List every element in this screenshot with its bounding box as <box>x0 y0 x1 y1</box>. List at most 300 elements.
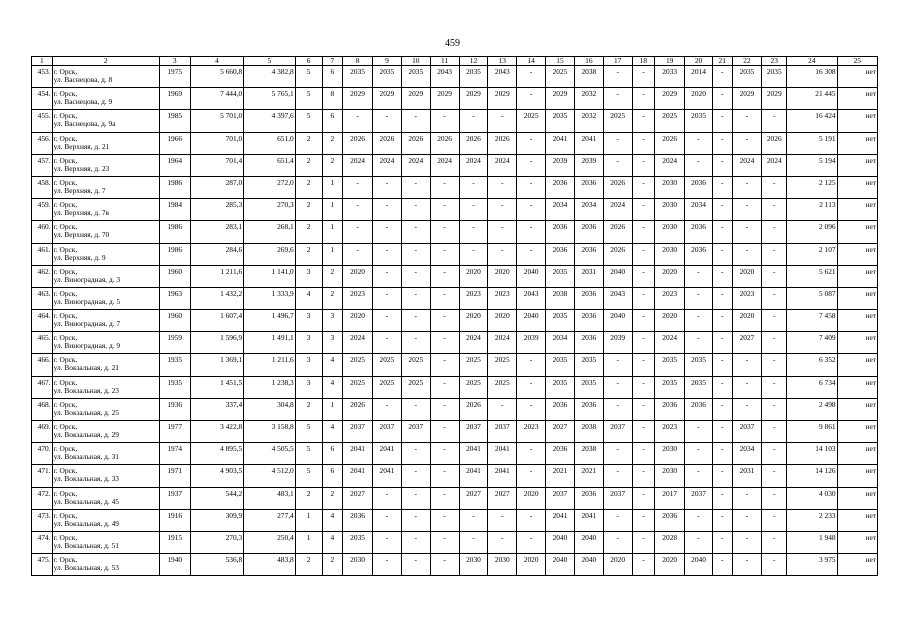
cell-col-24: 16 308 <box>787 66 837 88</box>
cell-col-4: 270,3 <box>190 531 244 553</box>
cell-col-10: - <box>401 243 430 265</box>
table-row <box>32 443 878 465</box>
table-row <box>32 110 878 132</box>
cell-col-16: 2036 <box>574 310 603 332</box>
cell-col-23: - <box>762 531 787 553</box>
cell-col-21: - <box>712 332 732 354</box>
cell-col-10: 2037 <box>401 421 430 443</box>
cell-col-8: 2041 <box>343 443 373 465</box>
column-header-11: 11 <box>430 57 459 66</box>
address-cell <box>52 199 159 221</box>
cell-col-9: 2025 <box>373 376 402 398</box>
cell-col-5: 1 211,6 <box>244 354 296 376</box>
cell-col-17: 2020 <box>603 554 632 576</box>
address-city: г. Орск, <box>53 133 78 143</box>
cell-col-11: - <box>430 376 459 398</box>
cell-col-5: 272,0 <box>244 176 296 198</box>
cell-col-7: 6 <box>322 465 343 487</box>
cell-col-16: 2041 <box>574 132 603 154</box>
cell-col-13: 2041 <box>488 465 517 487</box>
cell-col-16: 2036 <box>574 176 603 198</box>
cell-col-18: - <box>632 199 655 221</box>
cell-col-8: - <box>343 176 373 198</box>
cell-col-22: - <box>732 110 762 132</box>
cell-col-9: 2025 <box>373 354 402 376</box>
cell-col-18: - <box>632 421 655 443</box>
cell-col-20: 2036 <box>685 221 713 243</box>
cell-col-24: 14 126 <box>787 465 837 487</box>
cell-col-17: - <box>603 531 632 553</box>
table-row <box>32 310 878 332</box>
cell-col-8: 2025 <box>343 354 373 376</box>
cell-col-21: - <box>712 376 732 398</box>
cell-col-13: 2030 <box>488 554 517 576</box>
cell-col-22: - <box>732 132 762 154</box>
cell-col-14: 2040 <box>517 310 546 332</box>
cell-col-12: 2029 <box>459 88 488 110</box>
column-header-19: 19 <box>655 57 685 66</box>
cell-col-8: 2035 <box>343 531 373 553</box>
cell-col-7: 4 <box>322 354 343 376</box>
cell-col-19: 2030 <box>655 199 685 221</box>
cell-col-3: 1937 <box>159 487 190 509</box>
cell-col-13: - <box>488 221 517 243</box>
cell-col-6: 2 <box>295 554 322 576</box>
cell-col-17: - <box>603 154 632 176</box>
cell-col-6: 1 <box>295 509 322 531</box>
column-header-10: 10 <box>401 57 430 66</box>
cell-col-21: - <box>712 398 732 420</box>
cell-col-25: нет <box>837 487 877 509</box>
cell-col-4: 1 369,1 <box>190 354 244 376</box>
column-header-17: 17 <box>603 57 632 66</box>
column-header-22: 22 <box>732 57 762 66</box>
cell-col-7: 4 <box>322 376 343 398</box>
address-street: ул. Верхняя, д. 70 <box>53 230 110 240</box>
cell-col-21: - <box>712 199 732 221</box>
cell-col-19: 2030 <box>655 465 685 487</box>
cell-col-13: 2041 <box>488 443 517 465</box>
cell-col-24: 4 030 <box>787 487 837 509</box>
cell-col-7: 4 <box>322 531 343 553</box>
cell-col-14: - <box>517 88 546 110</box>
cell-col-12: - <box>459 509 488 531</box>
cell-col-4: 544,2 <box>190 487 244 509</box>
cell-col-23: 2029 <box>762 88 787 110</box>
cell-col-19: 2028 <box>655 531 685 553</box>
cell-col-23: - <box>762 398 787 420</box>
cell-col-14: - <box>517 132 546 154</box>
cell-col-23: 2024 <box>762 154 787 176</box>
cell-col-10: 2025 <box>401 376 430 398</box>
address-street: ул. Виноградная, д. 3 <box>53 274 121 284</box>
cell-col-15: 2036 <box>546 398 575 420</box>
cell-col-24: 16 424 <box>787 110 837 132</box>
column-header-8: 8 <box>343 57 373 66</box>
cell-col-10: - <box>401 110 430 132</box>
address-city: г. Орск, <box>53 67 78 76</box>
cell-col-7: 6 <box>322 66 343 88</box>
cell-col-23: - <box>762 509 787 531</box>
row-number: 462. <box>32 265 53 287</box>
address-city: г. Орск, <box>53 200 78 210</box>
cell-col-15: 2021 <box>546 465 575 487</box>
cell-col-14: - <box>517 531 546 553</box>
cell-col-14: 2020 <box>517 487 546 509</box>
cell-col-20: 2036 <box>685 176 713 198</box>
cell-col-18: - <box>632 465 655 487</box>
cell-col-4: 1 596,9 <box>190 332 244 354</box>
cell-col-9: - <box>373 287 402 309</box>
cell-col-21: - <box>712 421 732 443</box>
address-city: г. Орск, <box>53 555 78 565</box>
table-row <box>32 421 878 443</box>
table-row <box>32 376 878 398</box>
cell-col-7: 2 <box>322 132 343 154</box>
cell-col-18: - <box>632 354 655 376</box>
cell-col-9: - <box>373 110 402 132</box>
cell-col-21: - <box>712 243 732 265</box>
table-row <box>32 287 878 309</box>
cell-col-3: 1969 <box>159 88 190 110</box>
cell-col-10: 2029 <box>401 88 430 110</box>
cell-col-4: 1 432,2 <box>190 287 244 309</box>
cell-col-19: 2030 <box>655 243 685 265</box>
cell-col-10: - <box>401 554 430 576</box>
cell-col-11: - <box>430 243 459 265</box>
cell-col-22: 2037 <box>732 421 762 443</box>
table-row <box>32 554 878 576</box>
cell-col-10: - <box>401 443 430 465</box>
table-row <box>32 531 878 553</box>
table-row <box>32 154 878 176</box>
address-city: г. Орск, <box>53 399 78 409</box>
cell-col-13: 2043 <box>488 66 517 88</box>
address-street: ул. Вокзальная, д. 51 <box>53 540 119 550</box>
cell-col-11: - <box>430 554 459 576</box>
cell-col-16: 2034 <box>574 199 603 221</box>
row-number: 457. <box>32 154 53 176</box>
cell-col-17: 2026 <box>603 243 632 265</box>
address-street: ул. Виноградная, д. 5 <box>53 296 121 306</box>
cell-col-13: - <box>488 398 517 420</box>
cell-col-18: - <box>632 176 655 198</box>
cell-col-18: - <box>632 487 655 509</box>
row-number: 472. <box>32 487 53 509</box>
cell-col-18: - <box>632 221 655 243</box>
cell-col-21: - <box>712 132 732 154</box>
cell-col-19: 2035 <box>655 376 685 398</box>
cell-col-24: 6 734 <box>787 376 837 398</box>
cell-col-6: 3 <box>295 376 322 398</box>
cell-col-8: - <box>343 110 373 132</box>
address-street: ул. Верхняя, д. 7 <box>53 185 106 195</box>
cell-col-22: - <box>732 354 762 376</box>
cell-col-11: 2043 <box>430 66 459 88</box>
cell-col-20: - <box>685 287 713 309</box>
cell-col-13: 2024 <box>488 154 517 176</box>
cell-col-13: - <box>488 531 517 553</box>
cell-col-10: - <box>401 509 430 531</box>
cell-col-12: 2041 <box>459 443 488 465</box>
cell-col-6: 5 <box>295 443 322 465</box>
address-city: г. Орск, <box>53 177 78 187</box>
cell-col-23: - <box>762 265 787 287</box>
cell-col-7: 2 <box>322 487 343 509</box>
cell-col-25: нет <box>837 66 877 88</box>
row-number: 463. <box>32 287 53 309</box>
address-cell <box>52 265 159 287</box>
cell-col-6: 3 <box>295 310 322 332</box>
cell-col-7: 2 <box>322 265 343 287</box>
cell-col-16: 2036 <box>574 332 603 354</box>
address-cell <box>52 332 159 354</box>
cell-col-18: - <box>632 509 655 531</box>
cell-col-4: 285,3 <box>190 199 244 221</box>
cell-col-19: 2025 <box>655 110 685 132</box>
cell-col-22: - <box>732 487 762 509</box>
cell-col-15: 2036 <box>546 221 575 243</box>
address-street: ул. Вокзальная, д. 49 <box>53 518 119 528</box>
cell-col-15: 2035 <box>546 376 575 398</box>
cell-col-4: 536,8 <box>190 554 244 576</box>
cell-col-9: 2041 <box>373 465 402 487</box>
cell-col-17: - <box>603 443 632 465</box>
cell-col-5: 268,1 <box>244 221 296 243</box>
cell-col-4: 5 660,8 <box>190 66 244 88</box>
cell-col-5: 651,4 <box>244 154 296 176</box>
cell-col-21: - <box>712 66 732 88</box>
cell-col-8: 2037 <box>343 421 373 443</box>
cell-col-21: - <box>712 465 732 487</box>
cell-col-16: 2038 <box>574 421 603 443</box>
row-number: 470. <box>32 443 53 465</box>
column-header-4: 4 <box>190 57 244 66</box>
cell-col-6: 2 <box>295 154 322 176</box>
row-number: 467. <box>32 376 53 398</box>
cell-col-9: - <box>373 398 402 420</box>
cell-col-24: 3 975 <box>787 554 837 576</box>
cell-col-12: 2037 <box>459 421 488 443</box>
cell-col-20: 2037 <box>685 487 713 509</box>
cell-col-11: - <box>430 509 459 531</box>
column-header-6: 6 <box>295 57 322 66</box>
cell-col-3: 1986 <box>159 243 190 265</box>
cell-col-23: - <box>762 421 787 443</box>
cell-col-15: 2035 <box>546 354 575 376</box>
cell-col-23: - <box>762 110 787 132</box>
cell-col-7: 6 <box>322 443 343 465</box>
address-city: г. Орск, <box>53 244 78 254</box>
cell-col-15: 2038 <box>546 287 575 309</box>
cell-col-3: 1915 <box>159 531 190 553</box>
cell-col-4: 4 903,5 <box>190 465 244 487</box>
cell-col-9: 2037 <box>373 421 402 443</box>
cell-col-13: 2037 <box>488 421 517 443</box>
address-street: ул. Верхняя, д. 23 <box>53 163 110 173</box>
cell-col-16: 2038 <box>574 66 603 88</box>
cell-col-25: нет <box>837 110 877 132</box>
cell-col-19: 2020 <box>655 310 685 332</box>
table-row <box>32 88 878 110</box>
table-row <box>32 509 878 531</box>
cell-col-14: - <box>517 243 546 265</box>
cell-col-14: 2043 <box>517 287 546 309</box>
cell-col-20: - <box>685 509 713 531</box>
cell-col-5: 3 158,8 <box>244 421 296 443</box>
cell-col-8: 2025 <box>343 376 373 398</box>
cell-col-9: - <box>373 243 402 265</box>
address-city: г. Орск, <box>53 288 78 298</box>
cell-col-14: - <box>517 509 546 531</box>
cell-col-25: нет <box>837 376 877 398</box>
cell-col-19: 2020 <box>655 265 685 287</box>
cell-col-21: - <box>712 88 732 110</box>
address-cell <box>52 88 159 110</box>
cell-col-12: - <box>459 110 488 132</box>
cell-col-4: 309,9 <box>190 509 244 531</box>
cell-col-21: - <box>712 287 732 309</box>
cell-col-16: 2035 <box>574 376 603 398</box>
cell-col-13: 2020 <box>488 265 517 287</box>
cell-col-4: 701,0 <box>190 132 244 154</box>
cell-col-12: 2025 <box>459 376 488 398</box>
cell-col-5: 4 505,5 <box>244 443 296 465</box>
cell-col-3: 1959 <box>159 332 190 354</box>
address-cell <box>52 443 159 465</box>
cell-col-6: 5 <box>295 421 322 443</box>
cell-col-21: - <box>712 310 732 332</box>
cell-col-17: 2039 <box>603 332 632 354</box>
cell-col-23: - <box>762 354 787 376</box>
cell-col-4: 4 895,5 <box>190 443 244 465</box>
row-number: 460. <box>32 221 53 243</box>
cell-col-14: - <box>517 66 546 88</box>
row-number: 465. <box>32 332 53 354</box>
cell-col-24: 2 498 <box>787 398 837 420</box>
cell-col-12: - <box>459 176 488 198</box>
column-header-18: 18 <box>632 57 655 66</box>
cell-col-8: 2027 <box>343 487 373 509</box>
cell-col-22: 2020 <box>732 310 762 332</box>
cell-col-3: 1977 <box>159 421 190 443</box>
cell-col-18: - <box>632 443 655 465</box>
cell-col-12: 2025 <box>459 354 488 376</box>
address-street: ул. Вокзальная, д. 21 <box>53 363 119 373</box>
cell-col-20: - <box>685 531 713 553</box>
cell-col-5: 1 491,1 <box>244 332 296 354</box>
cell-col-12: - <box>459 531 488 553</box>
cell-col-15: 2036 <box>546 176 575 198</box>
cell-col-22: - <box>732 509 762 531</box>
cell-col-9: 2024 <box>373 154 402 176</box>
cell-col-20: 2036 <box>685 243 713 265</box>
cell-col-23: - <box>762 221 787 243</box>
column-header-20: 20 <box>685 57 713 66</box>
address-cell <box>52 531 159 553</box>
cell-col-8: 2036 <box>343 509 373 531</box>
cell-col-22: 2020 <box>732 265 762 287</box>
address-city: г. Орск, <box>53 466 78 476</box>
cell-col-11: - <box>430 221 459 243</box>
cell-col-19: 2023 <box>655 421 685 443</box>
cell-col-9: - <box>373 199 402 221</box>
cell-col-25: нет <box>837 88 877 110</box>
cell-col-14: - <box>517 354 546 376</box>
cell-col-18: - <box>632 154 655 176</box>
cell-col-12: 2020 <box>459 310 488 332</box>
cell-col-7: 2 <box>322 554 343 576</box>
address-cell <box>52 421 159 443</box>
cell-col-8: 2029 <box>343 88 373 110</box>
cell-col-16: 2038 <box>574 443 603 465</box>
cell-col-20: 2014 <box>685 66 713 88</box>
cell-col-23: - <box>762 443 787 465</box>
cell-col-12: 2035 <box>459 66 488 88</box>
cell-col-5: 5 765,1 <box>244 88 296 110</box>
address-cell <box>52 376 159 398</box>
cell-col-4: 283,1 <box>190 221 244 243</box>
cell-col-11: - <box>430 398 459 420</box>
cell-col-7: 4 <box>322 421 343 443</box>
row-number: 469. <box>32 421 53 443</box>
cell-col-7: 1 <box>322 243 343 265</box>
cell-col-5: 304,8 <box>244 398 296 420</box>
cell-col-13: - <box>488 176 517 198</box>
table-row <box>32 176 878 198</box>
cell-col-9: 2035 <box>373 66 402 88</box>
cell-col-16: 2041 <box>574 509 603 531</box>
cell-col-7: 1 <box>322 398 343 420</box>
cell-col-3: 1936 <box>159 398 190 420</box>
cell-col-22: 2034 <box>732 443 762 465</box>
cell-col-3: 1935 <box>159 376 190 398</box>
address-cell <box>52 398 159 420</box>
cell-col-18: - <box>632 332 655 354</box>
address-street: ул. Васнецова, д. 9а <box>53 119 116 129</box>
cell-col-10: - <box>401 176 430 198</box>
cell-col-25: нет <box>837 154 877 176</box>
cell-col-20: - <box>685 465 713 487</box>
cell-col-8: - <box>343 221 373 243</box>
cell-col-16: 2036 <box>574 398 603 420</box>
table-row <box>32 354 878 376</box>
cell-col-13: - <box>488 110 517 132</box>
page-number: 459 <box>445 38 460 49</box>
cell-col-17: - <box>603 376 632 398</box>
cell-col-20: - <box>685 310 713 332</box>
cell-col-20: 2036 <box>685 398 713 420</box>
cell-col-3: 1971 <box>159 465 190 487</box>
cell-col-9: - <box>373 509 402 531</box>
column-header-5: 5 <box>244 57 296 66</box>
cell-col-5: 1 496,7 <box>244 310 296 332</box>
cell-col-8: 2023 <box>343 287 373 309</box>
cell-col-22: - <box>732 376 762 398</box>
column-header-14: 14 <box>517 57 546 66</box>
column-header-25: 25 <box>837 57 877 66</box>
cell-col-25: нет <box>837 554 877 576</box>
address-city: г. Орск, <box>53 111 78 121</box>
cell-col-24: 5 087 <box>787 287 837 309</box>
cell-col-24: 2 107 <box>787 243 837 265</box>
cell-col-9: 2029 <box>373 88 402 110</box>
cell-col-17: 2037 <box>603 421 632 443</box>
cell-col-15: 2040 <box>546 554 575 576</box>
cell-col-11: - <box>430 487 459 509</box>
cell-col-12: 2026 <box>459 132 488 154</box>
cell-col-15: 2035 <box>546 110 575 132</box>
